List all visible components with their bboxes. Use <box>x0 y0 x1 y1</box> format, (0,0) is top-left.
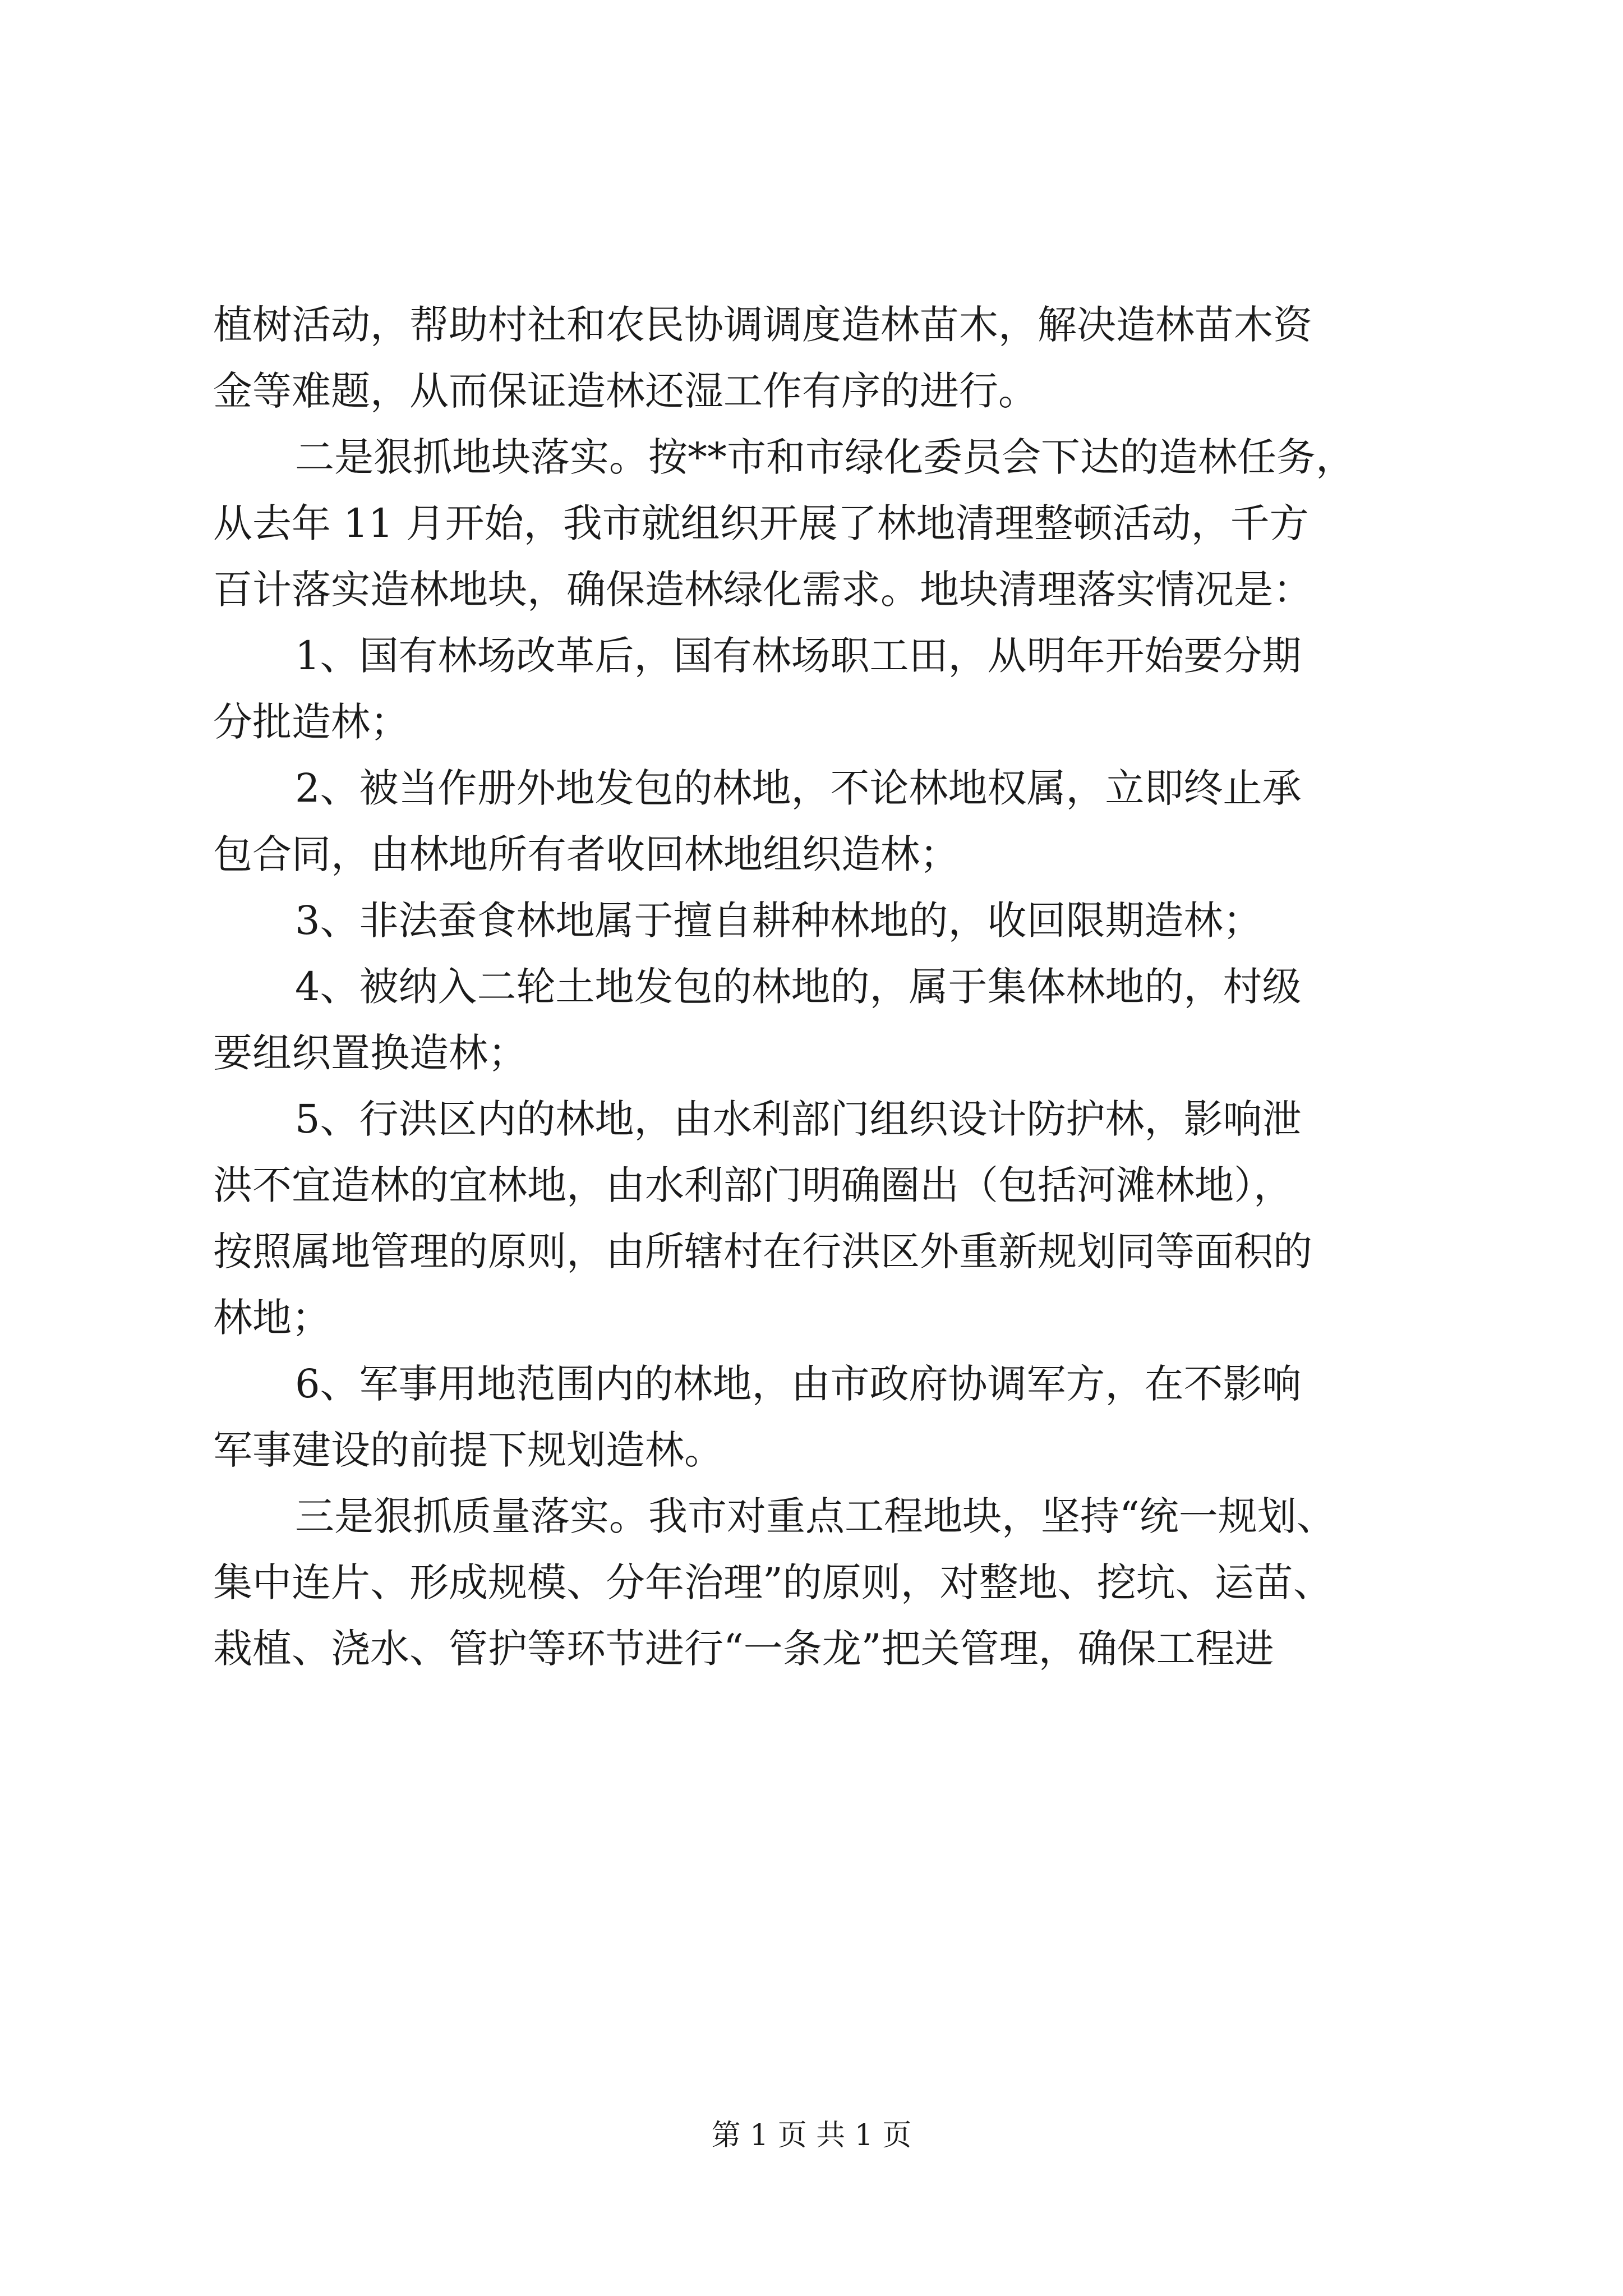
text-line: 2、被当作册外地发包的林地，不论林地权属，立即终止承 <box>295 765 1302 811</box>
text-line: 分批造林； <box>213 699 409 745</box>
text-line: 1、国有林场改革后，国有林场职工田，从明年开始要分期 <box>295 633 1302 679</box>
text-line: 要组织置换造林； <box>213 1030 527 1076</box>
document-body <box>213 292 1413 1682</box>
text-line: 按照属地管理的原则，由所辖村在行洪区外重新规划同等面积的 <box>213 1228 1312 1274</box>
text-line: 林地； <box>213 1295 331 1341</box>
text-line: 5、行洪区内的林地，由水利部门组织设计防护林，影响泄 <box>295 1096 1302 1142</box>
text-line: 6、军事用地范围内的林地，由市政府协调军方，在不影响 <box>295 1361 1302 1407</box>
text-line: 3、非法蚕食林地属于擅自耕种林地的，收回限期造林； <box>295 898 1262 944</box>
page-footer: 第 1 页 共 1 页 <box>711 2119 912 2152</box>
text-line: 三是狠抓质量落实。我市对重点工程地块，坚持“统一规划、 <box>295 1493 1336 1539</box>
text-line: 包合同，由林地所有者收回林地组织造林； <box>213 831 959 877</box>
text-line: 4、被纳入二轮土地发包的林地的，属于集体林地的，村级 <box>295 964 1302 1010</box>
text-line: 洪不宜造林的宜林地，由水利部门明确圈出（包括河滩林地）， <box>213 1162 1293 1208</box>
text-line: 百计落实造林地块，确保造林绿化需求。地块清理落实情况是： <box>213 567 1312 613</box>
text-line: 军事建设的前提下规划造林。 <box>213 1427 723 1473</box>
text-line: 金等难题，从而保证造林还湿工作有序的进行。 <box>213 368 1038 414</box>
text-line: 栽植、浇水、管护等环节进行“一条龙”把关管理，确保工程进 <box>213 1626 1274 1672</box>
text-line: 从去年 11 月开始，我市就组织开展了林地清理整顿活动，千方 <box>213 500 1309 546</box>
text-line: 集中连片、形成规模、分年治理”的原则，对整地、挖坑、运苗、 <box>213 1559 1332 1605</box>
text-line: 植树活动，帮助村社和农民协调调度造林苗木，解决造林苗木资 <box>213 302 1312 348</box>
text-line: 二是狠抓地块落实。按**市和市绿化委员会下达的造林任务， <box>295 434 1355 480</box>
